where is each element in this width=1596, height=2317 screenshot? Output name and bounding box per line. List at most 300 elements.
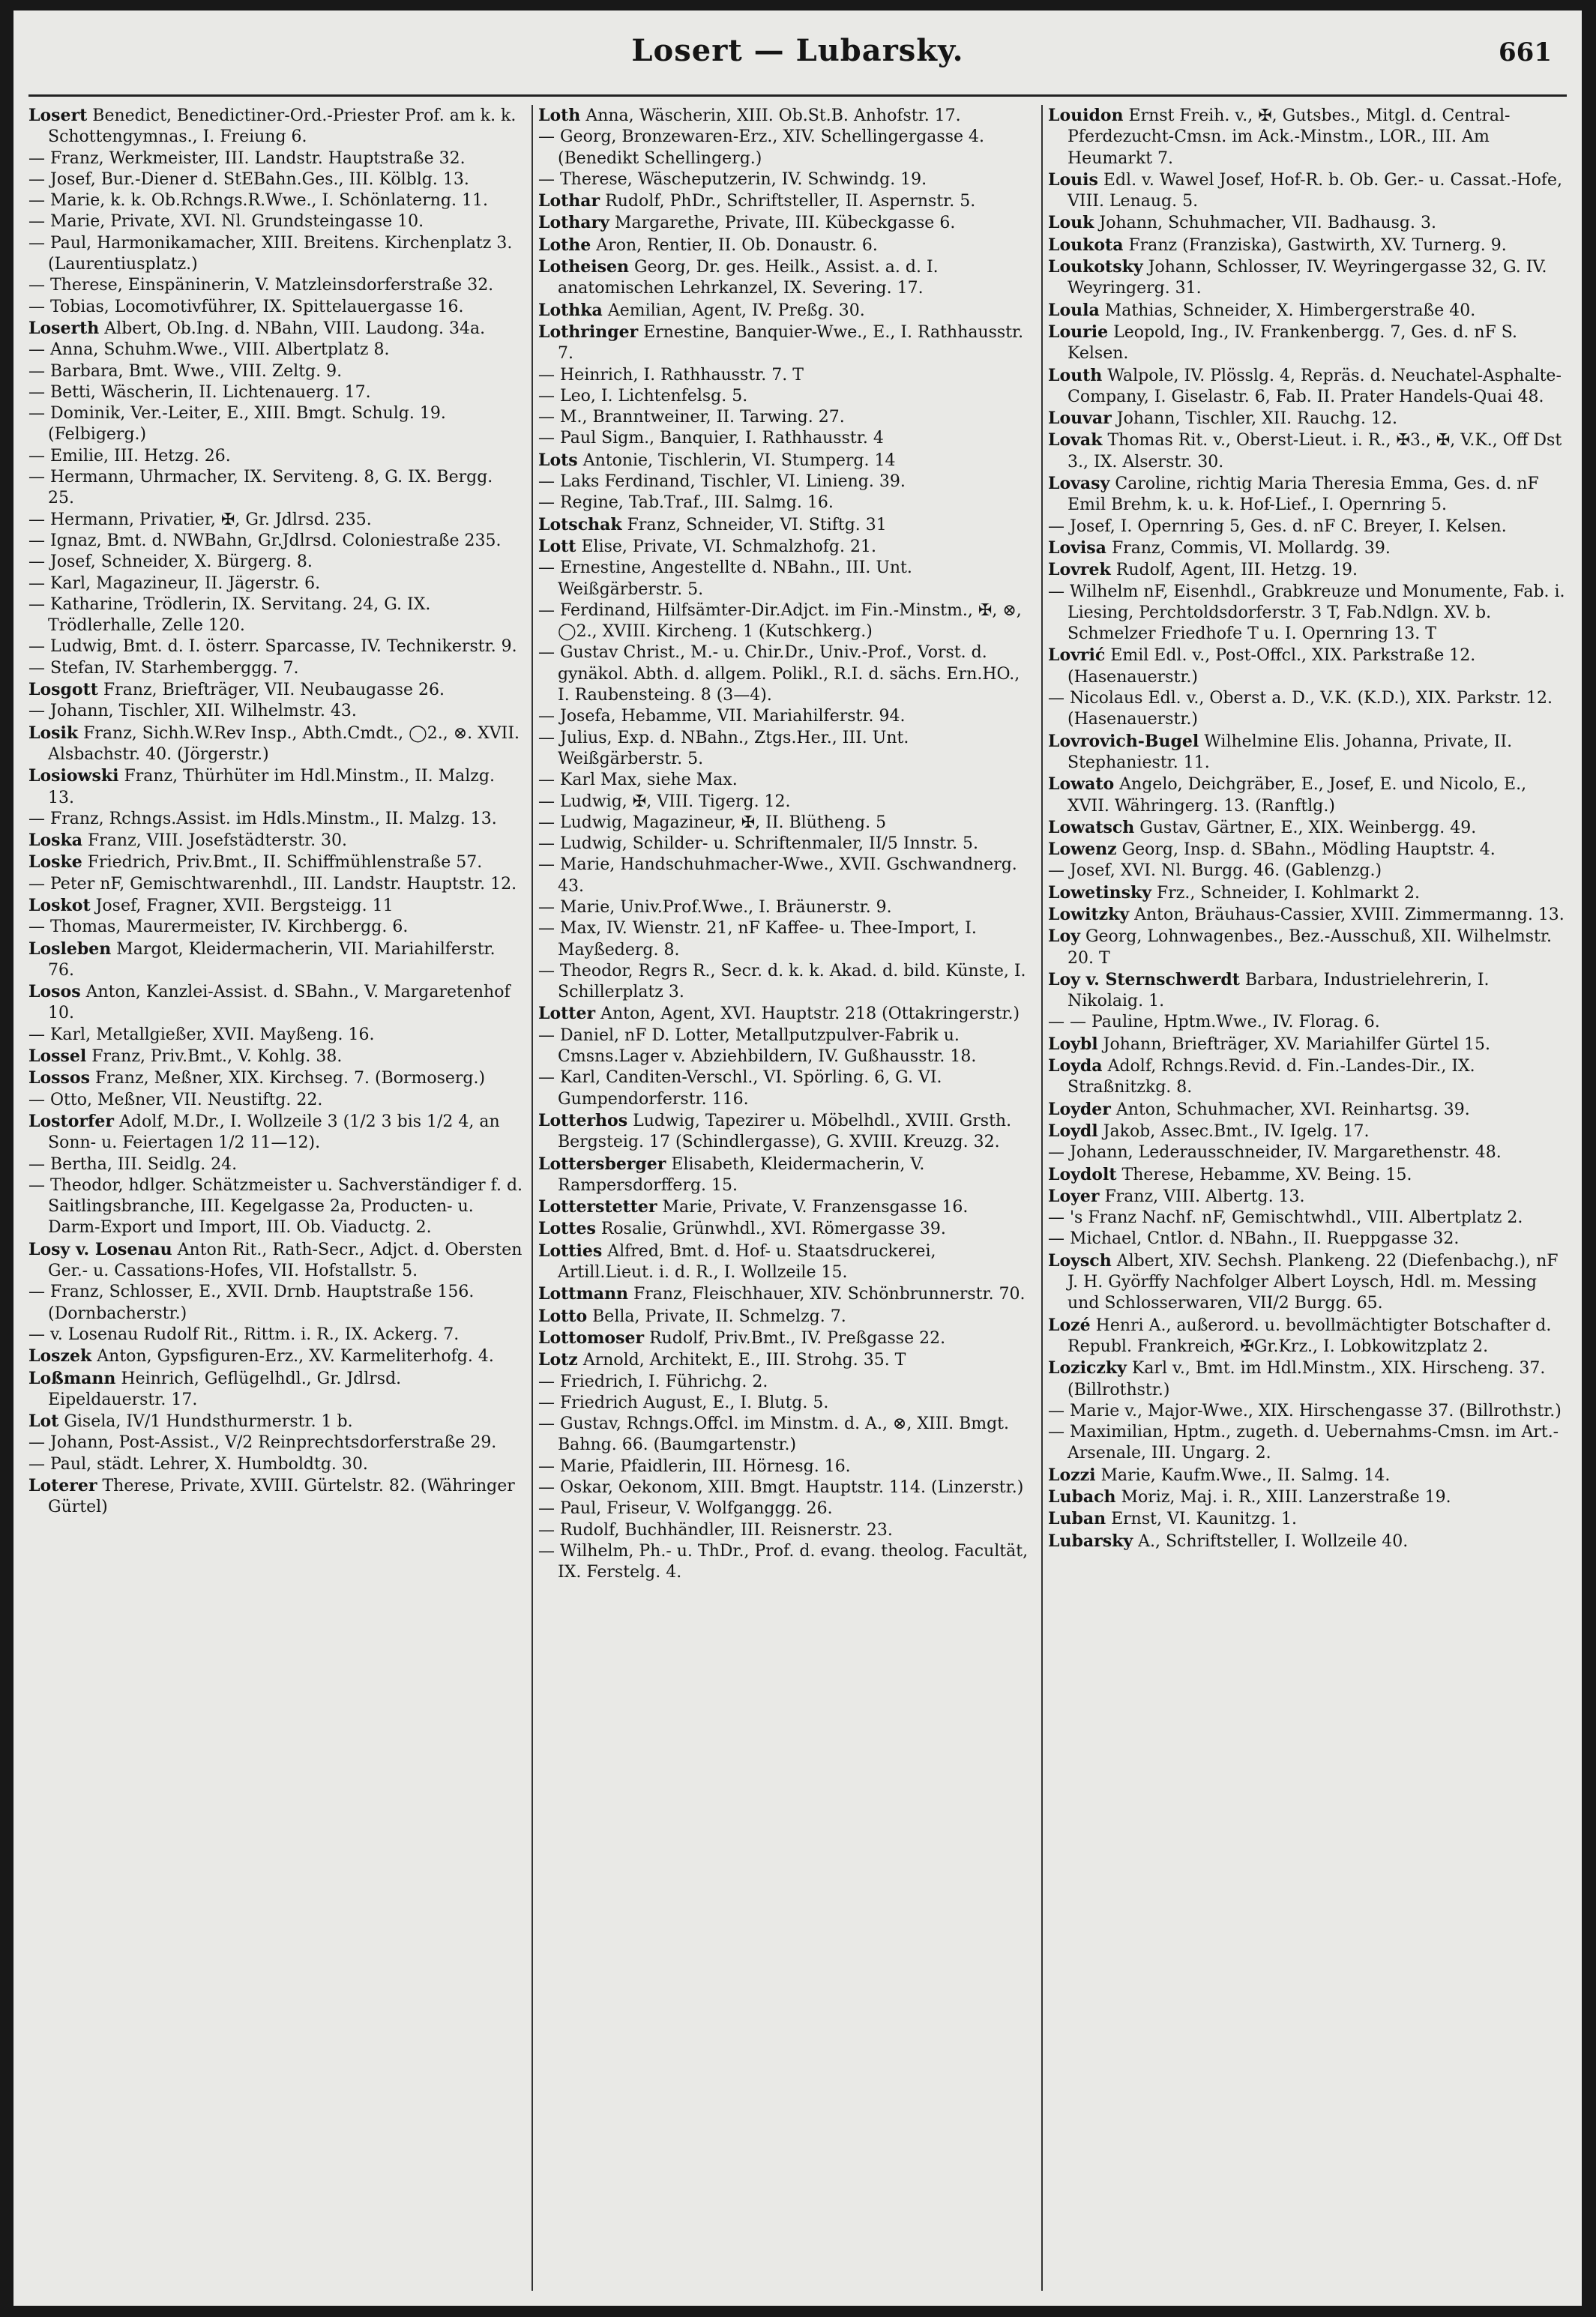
column-divider (532, 105, 533, 2291)
entry-text: Franz, Meßner, XIX. Kirchseg. 7. (Bormoserg.) (94, 1069, 486, 1088)
entry-surname: Loskot (28, 895, 91, 915)
entry-text: — Michael, Cntlor. d. NBahn., II. Rueppgasse 32. (1048, 1229, 1460, 1249)
directory-entry (28, 297, 523, 318)
entry-surname: Lot (28, 1411, 59, 1432)
directory-entry (28, 382, 523, 403)
entry-text: — Daniel, nF D. Lotter, Metallputzpulver-Fabrik u. Cmsns.Lager v. Abziehbildern, IV. Gußhausstr. 18. (538, 1025, 977, 1067)
directory-entry (1048, 105, 1567, 169)
directory-entry (538, 600, 1033, 643)
directory-entry (538, 706, 1033, 727)
entry-text: Ernst Freih. v., ✠, Gutsbes., Mitgl. d. Central-Pferdezucht-Cmsn. im Ack.-Minstm., LOR., III. Am Heumarkt 7. (1067, 106, 1511, 168)
entry-text: — 's Franz Nachf. nF, Gemischtwhdl., VIII. Albertplatz 2. (1048, 1208, 1523, 1228)
entry-text: Rudolf, Priv.Bmt., IV. Preßgasse 22. (649, 1328, 946, 1348)
directory-entry (1048, 731, 1567, 774)
directory-entry (538, 897, 1033, 918)
entry-text: Franz, Thürhüter im Hdl.Minstm., II. Malzg. 13. (48, 767, 495, 807)
directory-entry (28, 531, 523, 552)
entry-text: Margot, Kleidermacherin, VII. Mariahilferstr. 76. (48, 939, 496, 980)
directory-entry (538, 536, 1033, 558)
entry-surname: Lowato (1048, 774, 1115, 795)
entry-text: Marie, Kaufm.Wwe., II. Salmg. 14. (1100, 1465, 1391, 1485)
column-divider (1041, 105, 1043, 2291)
entry-surname: Lostorfer (28, 1111, 115, 1131)
entry-text: Franz, VIII. Josefstädterstr. 30. (88, 831, 348, 851)
directory-entry (1048, 1208, 1567, 1229)
entry-text: — Ignaz, Bmt. d. NWBahn, Gr.Jdlrsd. Coloniestraße 235. (28, 531, 502, 550)
entry-text: Emil Edl. v., Post-Offcl., XIX. Parkstraße 12. (Hasenauerstr.) (1067, 646, 1476, 687)
directory-entry (538, 1328, 1033, 1349)
entry-text: Johann, Schlosser, IV. Weyringergasse 32, G. IV. Weyringerg. 31. (1067, 258, 1547, 298)
entry-text: Henri A., außerord. u. bevollmächtigter Botschafter d. Republ. Frankreich, ✠Gr.Krz., I. Lobkowitzplatz 2. (1067, 1316, 1552, 1356)
entry-surname: Lothary (538, 213, 609, 233)
directory-entry (538, 1196, 1033, 1218)
entry-text: Jakob, Assec.Bmt., IV. Igelg. 17. (1103, 1121, 1370, 1141)
directory-entry (1048, 1250, 1567, 1315)
entry-text: — Barbara, Bmt. Wwe., VIII. Zeltg. 9. (28, 361, 343, 381)
entry-text: Moriz, Maj. i. R., XIII. Lanzerstraße 19. (1121, 1488, 1451, 1507)
entry-text: Rudolf, PhDr., Schriftsteller, II. Aspernstr. 5. (605, 192, 976, 211)
entry-surname: Lotter (538, 1004, 596, 1024)
directory-entry (28, 467, 523, 510)
entry-surname: Lubarsky (1048, 1531, 1133, 1551)
entry-text: Bella, Private, II. Schmelzg. 7. (592, 1307, 846, 1326)
entry-text: Friedrich, Priv.Bmt., II. Schiffmühlenstraße 57. (87, 853, 483, 873)
entry-surname: Lossel (28, 1046, 87, 1067)
entry-text: — Nicolaus Edl. v., Oberst a. D., V.K. (K.D.), XIX. Parkstr. 12. (Hasenauerstr.) (1048, 689, 1553, 729)
entry-text: — Marie, Handschuhmacher-Wwe., XVII. Gschwandnerg. 43. (538, 855, 1017, 896)
directory-entry (538, 428, 1033, 449)
directory-entry (28, 874, 523, 895)
entry-text: — Laks Ferdinand, Tischler, VI. Linieng. 39. (538, 472, 906, 492)
directory-entry (1048, 1486, 1567, 1508)
entry-surname: Lotheisen (538, 257, 630, 277)
entry-text: Margarethe, Private, III. Kübeckgasse 6. (614, 214, 956, 233)
entry-text: — Karl, Metallgießer, XVII. Mayßeng. 16. (28, 1025, 375, 1044)
directory-entry (1048, 1315, 1567, 1358)
entry-surname: Lothringer (538, 322, 639, 342)
directory-entry (538, 1306, 1033, 1328)
entry-surname: Louis (1048, 169, 1098, 190)
entry-surname: Lourie (1048, 322, 1109, 342)
entry-text: Rosalie, Grünwhdl., XVI. Römergasse 39. (600, 1220, 946, 1239)
directory-page (13, 10, 1582, 2306)
directory-entry (1048, 1164, 1567, 1186)
directory-entry (28, 1346, 523, 1367)
directory-entry (28, 1046, 523, 1067)
entry-text: — Theodor, hdlger. Schätzmeister u. Sachverständiger f. d. Saitlingsbranche, III. Kegelgasse 2a, Producten- u. Darm-Export und Import, III. Ob. Viaductg. 2. (28, 1175, 523, 1238)
directory-entry (28, 403, 523, 446)
directory-entry (1048, 1121, 1567, 1142)
directory-entry (28, 723, 523, 766)
entry-text: — Marie, k. k. Ob.Rchngs.R.Wwe., I. Schönlaterng. 11. (28, 191, 488, 211)
entry-text: — Leo, I. Lichtenfelsg. 5. (538, 386, 748, 406)
entry-text: — Ludwig, Bmt. d. I. österr. Sparcasse, IV. Technikerstr. 9. (28, 637, 517, 657)
directory-entry (538, 1349, 1033, 1371)
directory-entry (1048, 516, 1567, 537)
entry-text: Adolf, Rchngs.Revid. d. Fin.-Landes-Dir., IX. Straßnitzkg. 8. (1067, 1057, 1475, 1097)
entry-text: Therese, Private, XVIII. Gürtelstr. 82. (Währinger Gürtel) (48, 1477, 515, 1517)
directory-entry (1048, 1055, 1567, 1099)
entry-surname: Lotz (538, 1350, 578, 1370)
entry-text: Ludwig, Tapezirer u. Möbelhdl., XVIII. Grsth. Bergsteig. 17 (Schindlergasse), G. XVIII. Kreuzg. 32. (558, 1111, 1012, 1152)
entry-text: — Marie, Private, XVI. Nl. Grundsteingasse 10. (28, 212, 424, 232)
directory-entry (1048, 212, 1567, 234)
directory-entry (28, 552, 523, 573)
entry-surname: Louidon (1048, 106, 1124, 125)
entry-surname: Lothe (538, 235, 591, 255)
entry-surname: Lotterhos (538, 1110, 628, 1130)
entry-text: — Josef, I. Opernring 5, Ges. d. nF C. Breyer, I. Kelsen. (1048, 516, 1507, 536)
entry-text: — Paul Sigm., Banquier, I. Rathhausstr. 4 (538, 429, 884, 448)
entry-text: — Theodor, Regrs R., Secr. d. k. k. Akad. d. bild. Künste, I. Schillerplatz 3. (538, 961, 1026, 1002)
entry-text: Anton, Schuhmacher, XVI. Reinhartsg. 39. (1115, 1100, 1470, 1119)
entry-text: Adolf, M.Dr., I. Wollzeile 3 (1/2 3 bis 1/2 4, an Sonn- u. Feiertagen 1/2 11—12). (48, 1112, 500, 1153)
entry-surname: Loy (1048, 927, 1080, 947)
directory-entry (538, 1241, 1033, 1284)
directory-entry (28, 446, 523, 467)
entry-surname: Lotschak (538, 514, 622, 534)
entry-text: Aron, Rentier, II. Ob. Donaustr. 6. (596, 235, 878, 255)
entry-text: Wilhelmine Elis. Johanna, Private, II. Stephaniestr. 11. (1067, 732, 1513, 772)
directory-entry (1048, 839, 1567, 861)
entry-text: A., Schriftsteller, I. Wollzeile 40. (1138, 1531, 1409, 1551)
entry-text: — Josef, XVI. Nl. Burgg. 46. (Gablenzg.) (1048, 861, 1382, 881)
entry-text: — Gustav, Rchngs.Offcl. im Minstm. d. A., ⊗, XIII. Bmgt. Bahng. 66. (Baumgartenstr.) (538, 1414, 1010, 1455)
entry-text: — Georg, Bronzewaren-Erz., XIV. Schellingergasse 4. (Benedikt Schellingerg.) (538, 127, 984, 168)
entry-text: — Karl, Canditen-Verschl., VI. Spörling. 6, G. VI. Gumpendorferstr. 116. (538, 1068, 942, 1109)
directory-entry (28, 701, 523, 722)
entry-surname: Loydl (1048, 1121, 1098, 1141)
directory-entry (1048, 1358, 1567, 1401)
directory-entry (1048, 861, 1567, 882)
entry-surname: Lotties (538, 1241, 603, 1261)
entry-text: — Maximilian, Hptm., zugeth. d. Uebernahms-Cmsn. im Art.-Arsenale, III. Ungarg. 2. (1048, 1423, 1559, 1463)
directory-entry (1048, 817, 1567, 839)
directory-entry (1048, 235, 1567, 256)
entry-text: — v. Losenau Rudolf Rit., Rittm. i. R., IX. Ackerg. 7. (28, 1325, 460, 1344)
entry-surname: Loßmann (28, 1368, 116, 1388)
entry-text: Anton, Bräuhaus-Cassier, XVIII. Zimmermanng. 13. (1134, 905, 1565, 924)
directory-entry (1048, 1401, 1567, 1422)
directory-entry (538, 1154, 1033, 1197)
directory-entry (28, 510, 523, 531)
entry-text: — Anna, Schuhm.Wwe., VIII. Albertplatz 8. (28, 340, 390, 360)
directory-entry (1048, 904, 1567, 926)
directory-entry (28, 148, 523, 169)
entry-text: Marie, Private, V. Franzensgasse 16. (662, 1198, 969, 1217)
entry-text: Aemilian, Agent, IV. Preßg. 30. (607, 301, 865, 320)
columns-container (28, 105, 1567, 2291)
directory-entry (28, 340, 523, 361)
entry-text: Gustav, Gärtner, E., XIX. Weinbergg. 49. (1139, 818, 1477, 837)
directory-entry (28, 765, 523, 809)
directory-entry (28, 1432, 523, 1453)
directory-entry (1048, 1012, 1567, 1033)
directory-entry (1048, 1465, 1567, 1486)
entry-surname: Lottmann (538, 1284, 628, 1304)
entry-surname: Loula (1048, 300, 1100, 320)
entry-text: Anton, Gypsfiguren-Erz., XV. Karmeliterhofg. 4. (97, 1347, 494, 1367)
entry-text: Arnold, Architekt, E., III. Strohg. 35. T (582, 1351, 906, 1370)
entry-surname: Loserth (28, 318, 100, 338)
column-2 (538, 105, 1033, 2291)
directory-entry (28, 1239, 523, 1283)
directory-entry (28, 679, 523, 701)
entry-surname: Loth (538, 106, 581, 125)
entry-text: — Max, IV. Wienstr. 21, nF Kaffee- u. Thee-Import, I. Mayßederg. 8. (538, 919, 977, 959)
directory-entry (538, 492, 1033, 513)
entry-text: Mathias, Schneider, X. Himbergerstraße 40. (1104, 301, 1476, 320)
entry-surname: Lovrić (1048, 645, 1106, 666)
directory-entry (28, 1368, 523, 1411)
entry-text: Rudolf, Agent, III. Hetzg. 19. (1115, 561, 1358, 580)
directory-entry (1048, 300, 1567, 322)
directory-entry (538, 1110, 1033, 1154)
directory-entry (28, 636, 523, 657)
entry-surname: Lozzi (1048, 1465, 1096, 1485)
entry-text: Barbara, Industrielehrerin, I. Nikolaig. 1. (1067, 970, 1490, 1011)
entry-surname: Lossos (28, 1068, 90, 1088)
directory-entry (1048, 169, 1567, 213)
directory-entry (538, 1372, 1033, 1393)
entry-text: — Josefa, Hebamme, VII. Mariahilferstr. 94. (538, 707, 906, 726)
directory-entry (538, 1218, 1033, 1240)
directory-entry (28, 938, 523, 982)
directory-entry (1048, 473, 1567, 516)
directory-entry (1048, 559, 1567, 581)
directory-entry (1048, 430, 1567, 473)
directory-entry (538, 642, 1033, 706)
entry-text: — Thomas, Maurermeister, IV. Kirchbergg. 6. (28, 918, 409, 937)
entry-text: — Josef, Schneider, X. Bürgerg. 8. (28, 552, 313, 572)
entry-text: — Marie, Univ.Prof.Wwe., I. Bräunerstr. 9. (538, 897, 892, 917)
directory-entry (28, 830, 523, 852)
entry-text: — Paul, Harmonikamacher, XIII. Breitens. Kirchenplatz 3. (Laurentiusplatz.) (28, 233, 513, 274)
entry-text: — Marie v., Major-Wwe., XIX. Hirschengasse 37. (Billrothstr.) (1048, 1401, 1562, 1420)
entry-text: — Karl Max, siehe Max. (538, 771, 738, 790)
entry-surname: Losert (28, 106, 88, 125)
directory-entry (28, 169, 523, 190)
entry-surname: Loziczky (1048, 1358, 1127, 1379)
directory-entry (538, 407, 1033, 428)
entry-surname: Lothka (538, 300, 603, 320)
directory-entry (538, 365, 1033, 386)
directory-entry (538, 834, 1033, 855)
entry-text: — Tobias, Locomotivführer, IX. Spittelauergasse 16. (28, 297, 464, 316)
directory-entry (1048, 969, 1567, 1013)
entry-text: Elisabeth, Kleidermacherin, V. Rampersdorfferg. 15. (558, 1154, 925, 1195)
entry-text: — Friedrich August, E., I. Blutg. 5. (538, 1393, 829, 1412)
directory-entry (28, 1411, 523, 1432)
entry-text: — Gustav Christ., M.- u. Chir.Dr., Univ.-Prof., Vorst. d. gynäkol. Abth. d. allgem. Polikl., R.I. d. sächs. Ern.HO., I. Raubensteing. 8 (3—4). (538, 643, 1020, 705)
entry-text: — Ernestine, Angestellte d. NBahn., III. Unt. Weißgärberstr. 5. (538, 558, 912, 599)
directory-entry (28, 1282, 523, 1325)
entry-text: — Franz, Rchngs.Assist. im Hdls.Minstm., II. Malzg. 13. (28, 809, 497, 828)
entry-text: — M., Branntweiner, II. Tarwing. 27. (538, 408, 845, 427)
directory-entry (28, 211, 523, 232)
entry-surname: Lovrovich-Bugel (1048, 731, 1199, 751)
directory-entry (538, 1414, 1033, 1456)
directory-entry (28, 190, 523, 211)
entry-text: Franz, Schneider, VI. Stiftg. 31 (627, 515, 887, 534)
entry-text: Anton, Agent, XVI. Hauptstr. 218 (Ottakringerstr.) (600, 1004, 1020, 1024)
directory-entry (28, 809, 523, 830)
directory-entry (538, 770, 1033, 791)
directory-entry (28, 1325, 523, 1346)
entry-text: Leopold, Ing., IV. Frankenbergg. 7, Ges. d. nF S. Kelsen. (1067, 322, 1518, 364)
entry-text: — Betti, Wäscherin, II. Lichtenauerg. 17. (28, 382, 371, 402)
directory-entry (538, 1067, 1033, 1110)
entry-surname: Luban (1048, 1509, 1106, 1529)
directory-entry (538, 1003, 1033, 1025)
directory-entry (1048, 1422, 1567, 1465)
directory-entry (28, 1154, 523, 1175)
entry-text: — Otto, Meßner, VII. Neustiftg. 22. (28, 1090, 323, 1109)
entry-surname: Loske (28, 852, 82, 873)
directory-entry (28, 852, 523, 873)
directory-entry (538, 1541, 1033, 1584)
entry-text: Karl v., Bmt. im Hdl.Minstm., XIX. Hirscheng. 37. (Billrothstr.) (1067, 1359, 1546, 1399)
directory-entry (28, 1090, 523, 1111)
directory-entry (538, 1498, 1033, 1519)
entry-text: — Therese, Wäscheputzerin, IV. Schwindg. 19. (538, 169, 927, 189)
entry-surname: Lovasy (1048, 474, 1110, 494)
entry-text: Heinrich, Geflügelhdl., Gr. Jdlrsd. Eipeldauerstr. 17. (48, 1369, 402, 1409)
entry-text: Anton Rit., Rath-Secr., Adjct. d. Obersten Ger.- u. Cassations-Hofes, VII. Hofstallstr. 5. (48, 1240, 523, 1281)
entry-text: — Wilhelm, Ph.- u. ThDr., Prof. d. evang. theolog. Facultät, IX. Ferstelg. 4. (538, 1541, 1029, 1582)
directory-entry (1048, 1186, 1567, 1208)
directory-entry (538, 322, 1033, 365)
entry-surname: Lozé (1048, 1315, 1091, 1335)
entry-surname: Lottes (538, 1219, 596, 1239)
entry-text: — Emilie, III. Hetzg. 26. (28, 446, 231, 465)
directory-entry (1048, 256, 1567, 300)
entry-surname: Loszek (28, 1346, 92, 1367)
entry-surname: Lotto (538, 1306, 588, 1326)
entry-text: — Karl, Magazineur, II. Jägerstr. 6. (28, 573, 321, 593)
entry-text: — Julius, Exp. d. NBahn., Ztgs.Her., III. Unt. Weißgärberstr. 5. (538, 728, 909, 768)
entry-text: — Therese, Einspäninerin, V. Matzleinsdorferstraße 32. (28, 276, 494, 295)
directory-entry (1048, 1099, 1567, 1121)
entry-surname: Lots (538, 450, 578, 470)
header-rule (28, 94, 1567, 97)
directory-entry (28, 917, 523, 938)
directory-entry (538, 169, 1033, 190)
entry-text: Johann, Briefträger, XV. Mariahilfer Gürtel 15. (1103, 1034, 1490, 1054)
entry-text: Franz, Briefträger, VII. Neubaugasse 26. (103, 681, 445, 700)
directory-entry (1048, 926, 1567, 969)
entry-text: Franz, VIII. Albertg. 13. (1104, 1187, 1305, 1206)
entry-surname: Lovisa (1048, 537, 1106, 558)
entry-text: — Heinrich, I. Rathhausstr. 7. T (538, 365, 804, 385)
directory-entry (538, 1025, 1033, 1068)
entry-surname: Lotterstetter (538, 1197, 657, 1217)
entry-text: — Bertha, III. Seidlg. 24. (28, 1154, 238, 1174)
entry-text: Elise, Private, VI. Schmalzhofg. 21. (581, 537, 876, 556)
entry-surname: Lowetinsky (1048, 882, 1152, 903)
entry-surname: Lowatsch (1048, 817, 1135, 837)
directory-entry (28, 1025, 523, 1046)
directory-entry (28, 895, 523, 917)
entry-text: Ernestine, Banquier-Wwe., E., I. Rathhausstr. 7. (558, 322, 1024, 364)
entry-surname: Loysch (1048, 1250, 1112, 1271)
entry-text: — Paul, städt. Lehrer, X. Humboldtg. 30. (28, 1454, 368, 1474)
entry-text: Josef, Fragner, XVII. Bergsteigg. 11 (95, 896, 394, 915)
entry-text: — Franz, Schlosser, E., XVII. Drnb. Hauptstraße 156. (Dornbacherstr.) (28, 1283, 475, 1323)
directory-entry (1048, 1142, 1567, 1163)
entry-text: — Paul, Friseur, V. Wolfganggg. 26. (538, 1499, 833, 1519)
entry-text: Anton, Kanzlei-Assist. d. SBahn., V. Margaretenhof 10. (48, 983, 511, 1023)
page-number: 661 (1499, 37, 1552, 67)
entry-surname: Lott (538, 536, 576, 556)
entry-surname: Loterer (28, 1476, 97, 1495)
entry-text: — — Pauline, Hptm.Wwe., IV. Florag. 6. (1048, 1013, 1380, 1032)
directory-entry (28, 361, 523, 382)
directory-entry (28, 594, 523, 637)
directory-entry (28, 1175, 523, 1239)
entry-surname: Loukotsky (1048, 257, 1143, 277)
directory-entry (538, 386, 1033, 407)
entry-text: — Josef, Bur.-Diener d. StEBahn.Ges., III. Kölblg. 13. (28, 169, 469, 189)
entry-text: — Wilhelm nF, Eisenhdl., Grabkreuze und Monumente, Fab. i. Liesing, Perchtoldsdorferstr. 3 T, Fab.Ndlgn. XV. b. Schmelzer Friedhofe T u. I. Opernring 13. T (1048, 582, 1565, 644)
entry-text: — Oskar, Oekonom, XIII. Bmgt. Hauptstr. 114. (Linzerstr.) (538, 1478, 1024, 1497)
entry-surname: Louk (1048, 213, 1094, 233)
directory-entry (538, 127, 1033, 169)
entry-surname: Lowenz (1048, 840, 1117, 860)
entry-surname: Loydolt (1048, 1164, 1117, 1184)
entry-surname: Loy v. Sternschwerdt (1048, 969, 1240, 989)
entry-text: Georg, Insp. d. SBahn., Mödling Hauptstr. 4. (1121, 840, 1496, 860)
entry-text: — Ferdinand, Hilfsämter-Dir.Adjct. im Fin.-Minstm., ✠, ⊗, ◯2., XVIII. Kircheng. 1 (Kutschkerg.) (538, 600, 1022, 642)
entry-text: Edl. v. Wawel Josef, Hof-R. b. Ob. Ger.- u. Cassat.-Hofe, VIII. Lenaug. 5. (1067, 170, 1562, 211)
entry-text: Georg, Lohnwagenbes., Bez.-Ausschuß, XII. Wilhelmstr. 20. T (1067, 927, 1552, 968)
entry-surname: Loyer (1048, 1186, 1100, 1206)
entry-surname: Loyda (1048, 1056, 1103, 1076)
entry-surname: Louvar (1048, 409, 1112, 429)
entry-text: — Johann, Tischler, XII. Wilhelmstr. 43. (28, 702, 357, 721)
entry-surname: Losiowski (28, 766, 119, 786)
entry-text: Walpole, IV. Plösslg. 4, Repräs. d. Neuchatel-Asphalte-Company, I. Giselastr. 6, Fab. II. Prater Handels-Quai 48. (1067, 366, 1562, 406)
entry-text: Benedict, Benedictiner-Ord.-Priester Prof. am k. k. Schottengymnas., I. Freiung 6. (48, 106, 517, 147)
entry-text: — Franz, Werkmeister, III. Landstr. Hauptstraße 32. (28, 148, 466, 168)
column-3 (1048, 105, 1567, 2291)
directory-entry (538, 190, 1033, 212)
entry-surname: Losik (28, 723, 79, 743)
entry-text: Franz, Sichh.W.Rev Insp., Abth.Cmdt., ◯2., ⊗. XVII. Alsbachstr. 40. (Jörgerstr.) (48, 723, 520, 764)
entry-surname: Losy v. Losenau (28, 1239, 172, 1259)
directory-entry (28, 1067, 523, 1089)
entry-text: Johann, Schuhmacher, VII. Badhausg. 3. (1099, 214, 1436, 233)
directory-entry (28, 233, 523, 276)
entry-surname: Louth (1048, 365, 1103, 385)
directory-entry (1048, 774, 1567, 817)
directory-entry (1048, 365, 1567, 409)
entry-text: — Ludwig, Magazineur, ✠, II. Blütheng. 5 (538, 813, 887, 832)
entry-text: — Hermann, Privatier, ✠, Gr. Jdlrsd. 235. (28, 510, 372, 529)
entry-text: — Peter nF, Gemischtwarenhdl., III. Landstr. Hauptstr. 12. (28, 874, 517, 894)
directory-entry (1048, 882, 1567, 904)
page-title: Losert — Lubarsky. (631, 33, 964, 68)
entry-surname: Losgott (28, 680, 98, 700)
entry-text: — Katharine, Trödlerin, IX. Servitang. 24, G. IX. Trödlerhalle, Zelle 120. (28, 594, 431, 636)
entry-text: Angelo, Deichgräber, E., Josef, E. und Nicolo, E., XVII. Währingerg. 13. (Ranftlg.) (1067, 775, 1527, 816)
entry-surname: Loska (28, 831, 83, 851)
directory-entry (538, 300, 1033, 322)
entry-text: — Ludwig, ✠, VIII. Tigerg. 12. (538, 792, 791, 811)
directory-entry (538, 558, 1033, 600)
entry-text: — Johann, Lederausschneider, IV. Margarethenstr. 48. (1048, 1143, 1502, 1163)
entry-text: — Friedrich, I. Führichg. 2. (538, 1372, 768, 1391)
